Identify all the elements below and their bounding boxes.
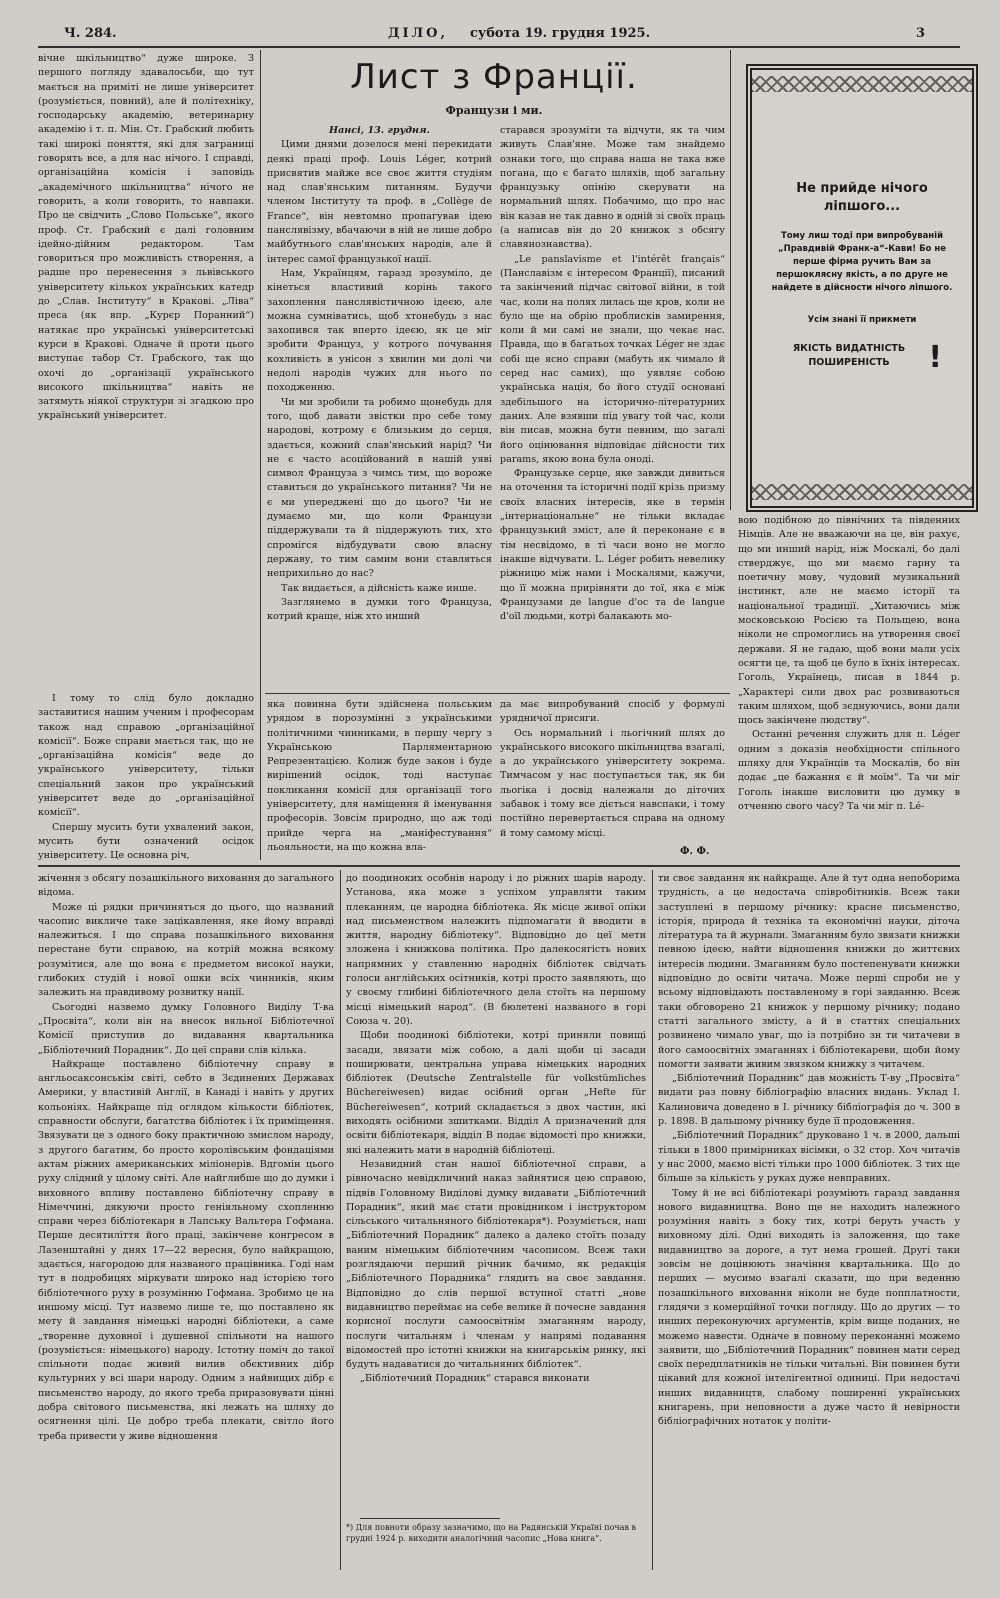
paragraph: „Le panslavisme et l'intérêt français“ (Панславізм є інтересом Франції), писаний та закінчений підчас світової війни, в той час, коли на полях лилась ще кров, коли не було ще на обрію проблисків замирення, коли й ми самі не знали, що чекає нас. Правда, що в багатьох точках Léger не здає собі ще ясно справи (мабуть як чимало й серед нас самих), що уявляє собою українська нація, бо його студії основані здебільшого на історично-літературних даних. Але взявши під увагу той час, коли він писав, можна бути певним, що загалі його оцінювання відповідає дійсности тих params, якою вона була оноді.	[500, 253, 725, 465]
exclamation-mark: !	[928, 340, 942, 375]
paragraph: Щоби поодинокі бібліотеки, котрі приняли повищі засади, звязати між собою, а далі щоби ці засади поширювати, центральна управа німецьких народних бібліотек (Deutsche Zentralstelle für volkstümliches Büchereiwesen) видає осібний орган „Hefte für Büchereiwesen“, котрий складається з двох частин, які виходять осібними зшитками. Відділ А призначений для освіти бібліотекаря, відділ В подає відомості про книжки, які належить мати в народній бібліотеці.	[346, 1030, 646, 1156]
article-title: Лист з Франції.	[350, 57, 638, 97]
ad-qualities: ЯКІСТЬ ВИДАТНІСТЬ ПОШИРЕНІСТЬ	[792, 343, 906, 368]
paragraph: яка повинна бути здійснена польським урядом в порозумінні з українськими політичними чинниками, в першу чергу з Українською Парляментарною Репрезентацією. Колиж буде закон і буде вирішений осідок, тоді наступає покликання комісії для організації того університету, для наміщення й іменування професорів. Зовсім природно, що аж тоді прийде черга на „маніфестування“ льояльности, на що кожна вла-	[267, 699, 492, 853]
header-rule	[38, 46, 960, 48]
ad-headline: Не прийде нічого ліпшого...	[796, 181, 928, 214]
page-number: 3	[916, 26, 926, 41]
library-column-1	[38, 872, 334, 1572]
paragraph: „Бібліотечний Порадник“ друковано 1 ч. в 2000, дальші тільки в 1800 примірниках вісімки, о 32 стор. Хоч читачів у нас 2000, маємо вісті тільки про 1000 бібліотек. З тих ще більше за кількість у руках дуже невправних.	[658, 1130, 960, 1185]
column-rule	[260, 50, 261, 860]
column-rule	[652, 870, 653, 1570]
column-rule	[340, 870, 341, 1570]
library-column-3	[658, 872, 960, 1572]
issue-date: субота 19. грудня 1925.	[470, 26, 651, 41]
article-column-3	[500, 124, 725, 692]
article-dateline: Нансі, 13. грудня.	[329, 125, 430, 136]
article-column-3-bottom	[500, 698, 725, 843]
paragraph: жічення з обсягу позашкільного виховання до загального відома.	[38, 873, 334, 899]
coffee-advertisement	[746, 64, 978, 512]
paragraph: Спершу мусить бути ухвалений закон, мусить бути означений осідок університету. Це основна річ,	[38, 821, 254, 862]
paragraph: вою подібною до північних та південних Німців. Але не вважаючи на це, він рахує, що ми инший нарід, ніж Москалі, бо далі стверджує, що ми маємо гарну та поетичну мову, чудовий музикальний інстинкт, але не маємо історії та національної традиції. „Хитаючись між московською Росією та Польщею, вона ніколи не спромоглись на утворення своєї держави. Я не гадаю, щоб вони мали усіх осягти це, та щоб це було в їхніх інтересах. Гоголь, Українець, писав в 1844 р. „Характері сили двох рас розвиваються таким шляхом, щоб зєднуючись, вони дали щось закінчене людству“.	[738, 515, 960, 727]
paragraph: старався зрозуміти та відчути, як та чим живуть Слав'яне. Може там знайдемо ознаки того, що справа наша не така вже погана, що є багато шляхів, щоб загальну французьку опінію скерувати на нормальний шлях. Побачимо, що про нас він казав не так давно в одній зі своїх праць (а написав він до 20 книжок з обсягу славянознавства).	[500, 125, 725, 251]
paragraph: Чи ми зробили та робимо щонебудь для того, щоб давати звістки про себе тому народові, котрому є близьким до серця, здається, кожний слав'янський нарід? Чи не є часто асоційований в нашій уяві символ Француза з чимсь тим, що вороже ставиться до українського питання? Чи не є ми упереджені що до цього? Чи не думаємо ми, що коли Французи піддержували та й піддержують тих, хто спромігся відбудувати свою власну державу, то тим самим вони ставляться неприхильно до нас?	[267, 396, 492, 580]
paragraph: Тому й не всі бібліотекарі розуміють гаразд завдання нового видавництва. Воно ще не находить належного розуміння навіть з боку тих, котрі беруть участь у виховному ділі. Одні виходять із заложення, що таке видавництво за дороге, а тут нема грошей. Другі таки зовсім не доцінюють значіння квартальника. Що до перших — мусимо взагалі сказати, що при веденню позашкільного виховання ніколи не буде попплатности, глядячи з комерційної точки погляду. Що до других — то инших переконуючих аргументів, крім вище поданих, не можемо навести. Одначе в повному переконанні можемо заявити, що „Бібліотечний Порадник“ повинен мати серед своїх передплатників не тільки читальні. Він повинен бути цікавий для кожної інтелігентної одиниці. При недостачі инших видавництв, слабому поширенні українських книгарень, при неповности а дуже часто й невірности бібліографічних нотаток у політи-	[658, 1187, 960, 1428]
paragraph: Останні речення служить для п. Léger одним з доказів необхідности спільного шляху для Українців та Москалів, бо він додає „це бажання є й моїм“. Та чи міг Гоголь інакше висловити цю думку в отченню свого часу? Та чи міг п. Lé-	[738, 729, 960, 812]
paragraph: Цими днями дозелося мені перекидати деякі праці проф. Louis Léger, котрий присвятив майже все своє життя студіям над слав'янським питанням. Будучи членом Інституту та проф. в „Collège de France“, він невтомно пропагував ідею панслявізму, вбачаючи в ній не лише добро майбутнього слав'янських народів, але й інтерес самої французької нації.	[267, 139, 492, 265]
column-1-bottom	[38, 692, 254, 862]
column-1-top	[38, 52, 254, 462]
article-signature: Ф. Ф.	[680, 846, 710, 857]
paragraph: да має випробуваний спосіб у формулі урядничої присяги.	[500, 699, 725, 725]
paragraph: Може ці рядки причиняться до цього, що названий часопис викличе таке зацікавлення, яке йому вправді належиться. І що справа позашкільного виховання перестане бути справою, на котрій можна всякому розумітися, але що вона є предметом високої науки, глибоких студій і нової ошки всіх чинників, яким залежить на правдивому розвитку нації.	[38, 901, 334, 999]
article-column-2-bottom	[267, 698, 492, 860]
paragraph: Нам, Українцям, гаразд зрозуміло, де кінеться властивий корінь такого захоплення панслявістичною ідеєю, але можна сумніватись, щоб хтонебудь з нас захопився так вперто ідеєю, як це міг зробити Француз, у котрого почування кохливість в унісон з хвилин ми долі чи недолі народів чужих для нього по походженню.	[267, 267, 492, 394]
paragraph: Найкраще поставлено бібліотечну справу в англьосаксонськім світі, себто в Зєдинених Державах Америки, у властивій Англії, в Канаді і навіть у других кольоніях. Найкраще під оглядом кількости бібліотек, справности обслуги, багатства бібліотек і їх приміщення. Звязувати це з одного боку практичною змислом народу, з другого багатим, бо просто королівським фондаціями актам ріжних американських міліонерів. Вдгомін цього руху слідний у цілому світі. Але найглибше що до думки і виховного впливу поставлено бібліотечну справу в Німеччині, дякуючи просто генiяльному схопленню справи через бібліотекаря в Лапську Вальтера Гофмана. Перше десятиліття його праці, закінчене конгресом в Лазенштайні у днях 17—22 вересня, було найкращою, здається, нагородою для названого працівника. Годі нам тут в подробицях міркувати широко над історією того бібліотечного руху в розумінню Гофмана. Зробимо це на иншому місці. Тут назвемо лише те, що поставлено як мету й завдання німецькі народні бібліотеки, а саме „творенне духовної і душевної спільноти на нашого (розуміється: німецького) народу. Істотну поміч до такої спільноти подає живий вилив обєктивних дібр культурних у всі шари народу. Одним з найвищих дібр є письменство народу, до якого треба приразовувати цінні добра світового письменства, які лежать на шляху до осягнення цілі. Це добро треба плекати, світло його треба привести у живе відношення	[38, 1058, 334, 1442]
paragraph: Незавидний стан нашої бібліотечної справи, а рівночасно невідкличний наказ зайнятися цею справою, підвів Головному Виділові думку видавати „Бібліотечний Порадник“, який має стати провідником і інструктором сільського читальняного бібліотекаря*). Розуміється, наш „Бібліотечний Порадник“ далеко а далеко стоїть позаду ваним німецьким бібліотечним часописом. Всеж таки розглядаючи перший річник бачимо, як редакція „Бібліотечного Порадника“ глядить на своє завдання. Відповідно до слів першої вступної статті „нове видавництво переймає на себе велике й почесне завдання корисної послуги самоосвітнім змаганням народу, послуги читальням і членам у напрямі подавання відомостей про істотні книжки на книгарськім ринку, які будуть надаватися до читальняних бібліотек“.	[346, 1158, 646, 1371]
article-subtitle: Французи і ми.	[445, 104, 543, 117]
paragraph: І тому то слід було докладно заставитися нашим ученим і професорам також над справою „організаційної комісії“. Боже справи мається так, що не „організаційна комісія“ веде до українського університету, тільки спеціальний закон про український університет веде до „організаційної комісії“.	[38, 693, 254, 819]
paragraph: Так видається, а дійсність каже инше.	[281, 582, 477, 594]
ornament-border	[752, 484, 972, 500]
paragraph: Сьогодні назвемо думку Головного Виділу Т-ва „Просвіта“, коли він на внесок вяльної Бібліотечної Комісії приступив до видавання квартальника „Бібліотечний Порадник“. До цеї справи слів кілька.	[38, 1001, 334, 1056]
paragraph: „Бібліотечний Порадник“ дав можність Т-ву „Просвіта“ видати раз повну бібліографію власних видань. Уклад І. Калиновича доведено в І. річнику бібліографія до ч. 300 в р. 1898. В дальшому річнику буде її продовження.	[658, 1073, 960, 1128]
ad-tagline: Усім знані її прикмети	[807, 315, 917, 325]
page-header	[38, 26, 960, 48]
library-column-2	[346, 872, 646, 1512]
paragraph: Французьке серце, яке завжди дивиться на оточення та історичні події крізь призму своїх власних інтересів, яке в термін „інтернаціональне“ не тільки вкладає французький зміст, але й переконане є в тім несвідомо, в ті часи воно не могло інакше відчувати. L. Léger робить невелику ріжницю між нами і Москалями, кажучи, що її можна прирівняти до тої, яка є між Французами де langue d'oc та de langue d'oïl людьми, котрі балакають мо-	[500, 468, 725, 623]
footnote-rule	[360, 1518, 500, 1519]
footnote: *) Для повноти образу зазначимо, що на Радянській Україні почав в грудні 1924 р. виходити аналогічний часопис „Нова книга“.	[346, 1523, 637, 1543]
paragraph: Зазглянемо в думки того Француза, котрий краще, ніж хто инший	[267, 596, 492, 623]
ornament-border	[752, 76, 972, 92]
section-rule	[265, 693, 730, 694]
column-rule	[730, 50, 731, 510]
paragraph: до поодиноких особнів народу і до ріжних шарів народу. Установа, яка може з успіхом управляти таким плеканням, це народна бібліотека. Як місце живої опіки над письменством належить підпомагати й вводити в життя, народну бібліотеку“. Відповідно до цеї мети зложена і книжкова політика. Про далекосягість нових напрямних у ставленню народніх бібліотек свідчать голоси англійських осітників, котрі просто заявляють, що у своєму глибині бібліотечного дела стоїть на першому місці німецький народ“. (В бюлетені названого в горі Союза ч. 20).	[346, 873, 646, 1027]
issue-number: Ч. 284.	[64, 26, 117, 41]
newspaper-name: ДІЛО,	[388, 26, 448, 41]
ad-body: Тому лиш тоді при випробуваній „Правдивій Франк-а“-Кави! Бо не перше фірма ручить Вам за першоклясну якість, а по друге не найдете в дійсности нічого ліпшого.	[771, 231, 953, 293]
paragraph: Ось нормальний і льогічний шлях до українського високого шкільництва взагалі, а до українського університету зокрема. Тимчасом у нас поступається так, як би льогіка і досвід належали до діточих забавок і тому все діється навспаки, і тому постійно перевертається справа на одному й тому самому місці.	[500, 727, 725, 839]
paragraph: „Бібліотечний Порадник“ старався виконати	[360, 1373, 590, 1385]
article-column-4	[738, 514, 960, 862]
section-rule	[38, 865, 960, 867]
paragraph: вічне шкільництво“ дуже широке. З першого погляду здавалосьби, що тут мається на приміті не лише університет (розуміється, повний), але й політехніку, господарську академію, ветеринарну академію і т. п. Мін. Ст. Грабский любить такі широкі поняття, які для заграниці говорять все, а для нас нічого. І справді, організаційна комісія і заповідь „академічного шкільництва“ нічого не говорить, а коли говорить, то навпаки. Про це свідчить „Слово Польське“, якого проф. Ст. Грабский є далі головним ідейно-дійним редактором. Там говориться про можливість створення, а радше про перенесення з львівського університету кількох українських катедр до „Слав. Інституту“ в Кракові. „Ліва“ преса (як впр. „Курєр Поранний“) натякає про українські університетські курси в Кракові. Одначе й проти цього виступає табор Ст. Грабского, так що охочі до „організації українського високого шкільництва“ навіть не затямуть ніякої структури зі згадкою про український університет.	[38, 53, 254, 422]
article-column-2	[267, 124, 492, 692]
paragraph: ти своє завдання як найкраще. Але й тут одна непоборима трудність, а це недостача співробітників. Всеж таки заступлені в першому річнику: красне письменство, історія, природа й техніка та економічні науки, діточа література та й журнали. Змаганням було звязати книжки певною ідеєю, найти відношення книжки до життєвих інтересів людини. Змаганням було постепенувати книжки відповідно до освіти читача. Може перші спроби не у всьому відповідають поставленому в горі завданню. Всеж таки обговорено 21 книжок у першому річнику; подано статті загального змісту, а й в статтях спеціальних розвинено чимало уваг, що із потрібно зн ти читачеви в його самоосвітніх змаганнях і бібліотекареви, щоби йому помогти заявати живим звязком книжку з читачем.	[658, 873, 960, 1070]
